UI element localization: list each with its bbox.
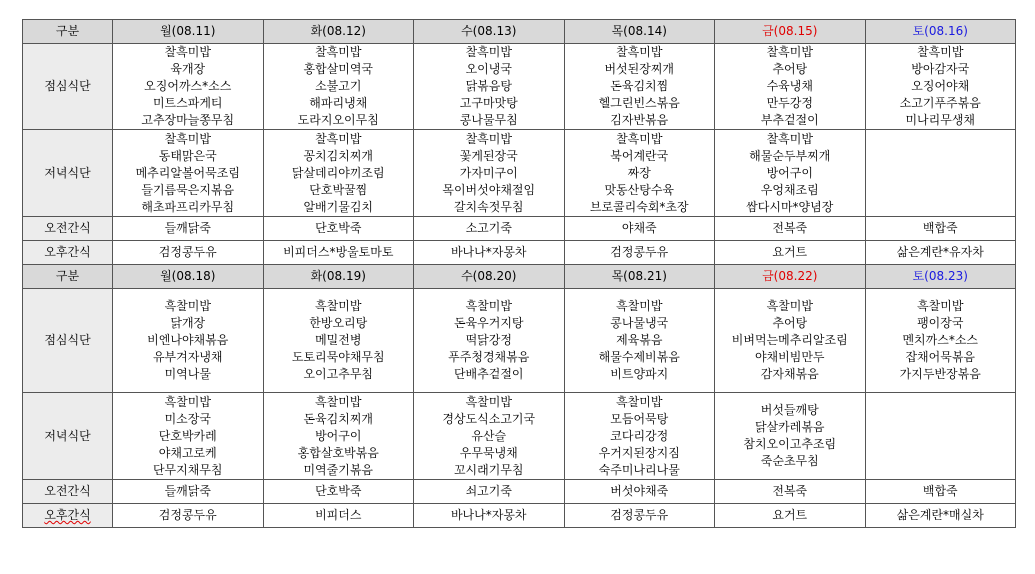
menu-item: 숙주미나리나물 bbox=[598, 462, 680, 477]
am-snack-cell: 소고기죽 bbox=[414, 217, 565, 241]
pm-snack-cell: 비피더스*방울토마토 bbox=[263, 241, 414, 265]
lunch-menu-cell bbox=[564, 289, 715, 393]
menu-item: 단호박카레 bbox=[158, 428, 217, 443]
row-label-text: 오후간식 bbox=[44, 508, 91, 522]
menu-item: 홍합살미역국 bbox=[303, 62, 374, 76]
menu-item: 야채고로케 bbox=[158, 445, 217, 460]
dinner-menu-cell bbox=[715, 130, 866, 217]
pm-snack-cell: 바나나*자몽차 bbox=[414, 241, 565, 265]
menu-item: 닭살카레볶음 bbox=[754, 420, 825, 434]
am-snack-cell: 단호박죽 bbox=[263, 480, 414, 504]
header-label: 구분 bbox=[23, 20, 113, 44]
menu-item: 버섯들깨탕 bbox=[760, 403, 819, 417]
menu-item: 미나리무생채 bbox=[905, 113, 976, 127]
menu-item: 유산슬 bbox=[471, 428, 507, 443]
menu-item: 찰흑미밥 bbox=[766, 131, 813, 146]
lunch-menu-cell bbox=[113, 289, 264, 393]
menu-item: 찰흑미밥 bbox=[917, 45, 964, 59]
lunch-menu-cell bbox=[865, 44, 1016, 130]
menu-item: 들기름묵은지볶음 bbox=[141, 182, 235, 197]
menu-item: 메밀전병 bbox=[315, 333, 362, 347]
menu-item: 갈치속젓무침 bbox=[453, 199, 524, 214]
menu-item: 콩나물냉국 bbox=[610, 316, 669, 330]
am-snack-cell: 쇠고기죽 bbox=[414, 480, 565, 504]
menu-item: 흑찰미밥 bbox=[917, 299, 964, 313]
menu-item: 목이버섯야채절임 bbox=[442, 182, 536, 197]
menu-item: 찰흑미밥 bbox=[616, 45, 663, 59]
dinner-menu-cell bbox=[865, 130, 1016, 217]
row-label: 저녁식단 bbox=[23, 393, 113, 480]
day-header: 수(08.20) bbox=[414, 265, 565, 289]
meal-plan-table bbox=[22, 19, 1016, 528]
menu-item: 찰흑미밥 bbox=[164, 131, 211, 146]
menu-item: 브로콜리숙회*초장 bbox=[589, 199, 689, 214]
menu-item: 미역줄기볶음 bbox=[303, 462, 374, 477]
am-snack-cell: 들깨닭죽 bbox=[113, 480, 264, 504]
lunch-menu-cell bbox=[113, 44, 264, 130]
menu-item: 돈육김치찜 bbox=[610, 79, 669, 93]
am-snack-row bbox=[23, 480, 1016, 504]
menu-item: 단무지채무침 bbox=[152, 462, 223, 477]
menu-item: 찰흑미밥 bbox=[465, 131, 512, 146]
menu-item: 해물수제비볶음 bbox=[598, 350, 680, 364]
pm-snack-cell: 검정콩두유 bbox=[564, 241, 715, 265]
menu-item: 육개장 bbox=[170, 62, 206, 76]
menu-item: 오징어야채 bbox=[911, 79, 970, 93]
menu-item: 꽃게된장국 bbox=[459, 148, 518, 163]
dinner-menu-cell bbox=[564, 393, 715, 480]
menu-item: 닭살데리야끼조림 bbox=[291, 165, 385, 180]
menu-item: 찰흑미밥 bbox=[465, 45, 512, 59]
menu-item: 미소장국 bbox=[164, 411, 211, 426]
menu-item: 맛동산탕수육 bbox=[604, 182, 675, 197]
menu-item: 흑찰미밥 bbox=[164, 394, 211, 409]
dinner-row bbox=[23, 130, 1016, 217]
header-row bbox=[23, 20, 1016, 44]
dinner-menu-cell bbox=[715, 393, 866, 480]
menu-item: 김자반볶음 bbox=[610, 113, 669, 127]
row-label: 점심식단 bbox=[23, 44, 113, 130]
menu-item: 방아감자국 bbox=[911, 62, 970, 76]
pm-snack-cell: 삶은계란*유자차 bbox=[865, 241, 1016, 265]
menu-item: 알배기물김치 bbox=[303, 199, 374, 214]
am-snack-cell: 야채죽 bbox=[564, 217, 715, 241]
day-header: 토(08.16) bbox=[865, 20, 1016, 44]
menu-item: 흑찰미밥 bbox=[164, 299, 211, 313]
menu-item: 미트스파게티 bbox=[152, 96, 223, 110]
menu-item: 죽순초무침 bbox=[760, 454, 819, 468]
pm-snack-cell: 바나나*자몽차 bbox=[414, 504, 565, 528]
menu-item: 감자채볶음 bbox=[760, 367, 819, 381]
am-snack-cell: 백합죽 bbox=[865, 480, 1016, 504]
dinner-menu-cell bbox=[263, 393, 414, 480]
lunch-menu-cell bbox=[865, 289, 1016, 393]
dinner-menu-cell bbox=[113, 393, 264, 480]
menu-item: 소불고기 bbox=[315, 79, 362, 93]
menu-item: 방어구이 bbox=[315, 428, 362, 443]
menu-item: 떡닭강정 bbox=[465, 333, 512, 347]
menu-item: 푸주청경채볶음 bbox=[448, 350, 530, 364]
menu-item: 돈육김치찌개 bbox=[303, 411, 374, 426]
day-header: 월(08.18) bbox=[113, 265, 264, 289]
am-snack-cell: 들깨닭죽 bbox=[113, 217, 264, 241]
day-header: 수(08.13) bbox=[414, 20, 565, 44]
dinner-menu-cell bbox=[564, 130, 715, 217]
lunch-menu-cell bbox=[414, 289, 565, 393]
row-label: 점심식단 bbox=[23, 289, 113, 393]
dinner-menu-cell bbox=[865, 393, 1016, 480]
menu-item: 버섯된장찌개 bbox=[604, 62, 675, 76]
menu-item: 소고기푸주볶음 bbox=[899, 96, 981, 110]
menu-item: 오이고추무침 bbox=[303, 367, 374, 381]
dinner-menu-cell bbox=[263, 130, 414, 217]
lunch-menu-cell bbox=[414, 44, 565, 130]
day-header: 목(08.14) bbox=[564, 20, 715, 44]
header-row bbox=[23, 265, 1016, 289]
menu-item: 비트양파지 bbox=[610, 367, 669, 381]
menu-item: 찰흑미밥 bbox=[164, 45, 211, 59]
menu-item: 닭볶음탕 bbox=[465, 79, 512, 93]
menu-item: 홍합살호박볶음 bbox=[297, 445, 379, 460]
menu-item: 북어계란국 bbox=[610, 148, 669, 163]
menu-item: 코다리강정 bbox=[610, 428, 669, 443]
menu-item: 꼬시래기무침 bbox=[453, 462, 524, 477]
menu-item: 해초파프리카무침 bbox=[141, 199, 235, 214]
row-label: 오전간식 bbox=[23, 480, 113, 504]
menu-item: 경상도식소고기국 bbox=[442, 411, 536, 426]
menu-item: 우거지된장지짐 bbox=[598, 445, 680, 460]
menu-item: 비엔나야채볶음 bbox=[147, 333, 229, 347]
day-header: 화(08.12) bbox=[263, 20, 414, 44]
lunch-row bbox=[23, 44, 1016, 130]
menu-item: 찰흑미밥 bbox=[315, 131, 362, 146]
menu-item: 한방오리탕 bbox=[309, 316, 368, 330]
menu-item: 제육볶음 bbox=[616, 333, 663, 347]
menu-item: 우엉채조림 bbox=[760, 182, 819, 197]
menu-item: 흑찰미밥 bbox=[616, 394, 663, 409]
menu-item: 흑찰미밥 bbox=[315, 299, 362, 313]
lunch-menu-cell bbox=[715, 289, 866, 393]
menu-item: 짜장 bbox=[627, 165, 651, 180]
day-header: 화(08.19) bbox=[263, 265, 414, 289]
menu-item: 흑찰미밥 bbox=[766, 299, 813, 313]
menu-item: 고구마맛탕 bbox=[459, 96, 518, 110]
pm-snack-cell: 검정콩두유 bbox=[564, 504, 715, 528]
menu-item: 방어구이 bbox=[766, 165, 813, 180]
pm-snack-cell: 요거트 bbox=[715, 241, 866, 265]
menu-item: 도토리묵야채무침 bbox=[291, 350, 385, 364]
menu-item: 추어탕 bbox=[772, 62, 808, 76]
lunch-menu-cell bbox=[564, 44, 715, 130]
menu-item: 야채비빔만두 bbox=[754, 350, 825, 364]
am-snack-cell: 단호박죽 bbox=[263, 217, 414, 241]
row-label: 저녁식단 bbox=[23, 130, 113, 217]
menu-item: 모듬어묵탕 bbox=[610, 411, 669, 426]
pm-snack-cell: 삶은계란*매실차 bbox=[865, 504, 1016, 528]
menu-item: 잡채어묵볶음 bbox=[905, 350, 976, 364]
lunch-menu-cell bbox=[715, 44, 866, 130]
menu-item: 유부겨자냉채 bbox=[152, 350, 223, 364]
pm-snack-cell: 검정콩두유 bbox=[113, 504, 264, 528]
menu-item: 미역나물 bbox=[164, 367, 211, 381]
menu-item: 흑찰미밥 bbox=[616, 299, 663, 313]
menu-item: 흑찰미밥 bbox=[465, 394, 512, 409]
menu-item: 오이냉국 bbox=[465, 62, 512, 76]
menu-item: 부추겉절이 bbox=[760, 113, 819, 127]
menu-item: 닭개장 bbox=[170, 316, 206, 330]
menu-item: 돈육우거지탕 bbox=[453, 316, 524, 330]
row-label bbox=[23, 504, 113, 528]
pm-snack-row bbox=[23, 504, 1016, 528]
menu-item: 가지두반장볶음 bbox=[899, 367, 981, 381]
menu-item: 가자미구이 bbox=[459, 165, 518, 180]
menu-item: 수육냉채 bbox=[766, 79, 813, 93]
dinner-row bbox=[23, 393, 1016, 480]
menu-item: 찰흑미밥 bbox=[315, 45, 362, 59]
menu-item: 메추리알볼어묵조림 bbox=[135, 165, 240, 180]
day-header: 목(08.21) bbox=[564, 265, 715, 289]
menu-item: 도라지오이무침 bbox=[297, 113, 379, 127]
header-label: 구분 bbox=[23, 265, 113, 289]
am-snack-cell: 백합죽 bbox=[865, 217, 1016, 241]
am-snack-cell: 전복죽 bbox=[715, 217, 866, 241]
menu-item: 팽이장국 bbox=[917, 316, 964, 330]
lunch-menu-cell bbox=[263, 44, 414, 130]
dinner-menu-cell bbox=[414, 130, 565, 217]
menu-item: 헬그린빈스볶음 bbox=[598, 96, 680, 110]
menu-item: 멘치까스*소스 bbox=[902, 333, 979, 347]
menu-item: 만두강정 bbox=[766, 96, 813, 110]
menu-item: 찰흑미밥 bbox=[616, 131, 663, 146]
dinner-menu-cell bbox=[113, 130, 264, 217]
menu-item: 고추장마늘쫑무침 bbox=[141, 113, 235, 127]
pm-snack-cell: 비피더스 bbox=[263, 504, 414, 528]
menu-item: 단호박꿀찜 bbox=[309, 182, 368, 197]
menu-item: 꽁치김치찌개 bbox=[303, 148, 374, 163]
menu-item: 참치오이고추조림 bbox=[743, 437, 837, 451]
day-header: 토(08.23) bbox=[865, 265, 1016, 289]
menu-item: 해물순두부찌개 bbox=[749, 148, 831, 163]
day-header: 금(08.22) bbox=[715, 265, 866, 289]
menu-item: 쌈다시마*양념장 bbox=[746, 199, 834, 214]
day-header: 금(08.15) bbox=[715, 20, 866, 44]
menu-item: 콩나물무침 bbox=[459, 113, 518, 127]
menu-item: 동태맑은국 bbox=[158, 148, 217, 163]
day-header: 월(08.11) bbox=[113, 20, 264, 44]
lunch-row bbox=[23, 289, 1016, 393]
pm-snack-cell: 요거트 bbox=[715, 504, 866, 528]
menu-item: 추어탕 bbox=[772, 316, 808, 330]
dinner-menu-cell bbox=[414, 393, 565, 480]
am-snack-row bbox=[23, 217, 1016, 241]
row-label: 오전간식 bbox=[23, 217, 113, 241]
menu-item: 찰흑미밥 bbox=[766, 45, 813, 59]
menu-item: 해파리냉채 bbox=[309, 96, 368, 110]
menu-item: 흑찰미밥 bbox=[315, 394, 362, 409]
menu-item: 단배추겉절이 bbox=[453, 367, 524, 381]
menu-item: 우무묵냉채 bbox=[459, 445, 518, 460]
menu-item: 흑찰미밥 bbox=[465, 299, 512, 313]
lunch-menu-cell bbox=[263, 289, 414, 393]
pm-snack-row bbox=[23, 241, 1016, 265]
menu-item: 비벼먹는메추리알조림 bbox=[731, 333, 848, 347]
am-snack-cell: 전복죽 bbox=[715, 480, 866, 504]
am-snack-cell: 버섯야채죽 bbox=[564, 480, 715, 504]
menu-item: 오징어까스*소스 bbox=[144, 79, 232, 93]
pm-snack-cell: 검정콩두유 bbox=[113, 241, 264, 265]
row-label: 오후간식 bbox=[23, 241, 113, 265]
